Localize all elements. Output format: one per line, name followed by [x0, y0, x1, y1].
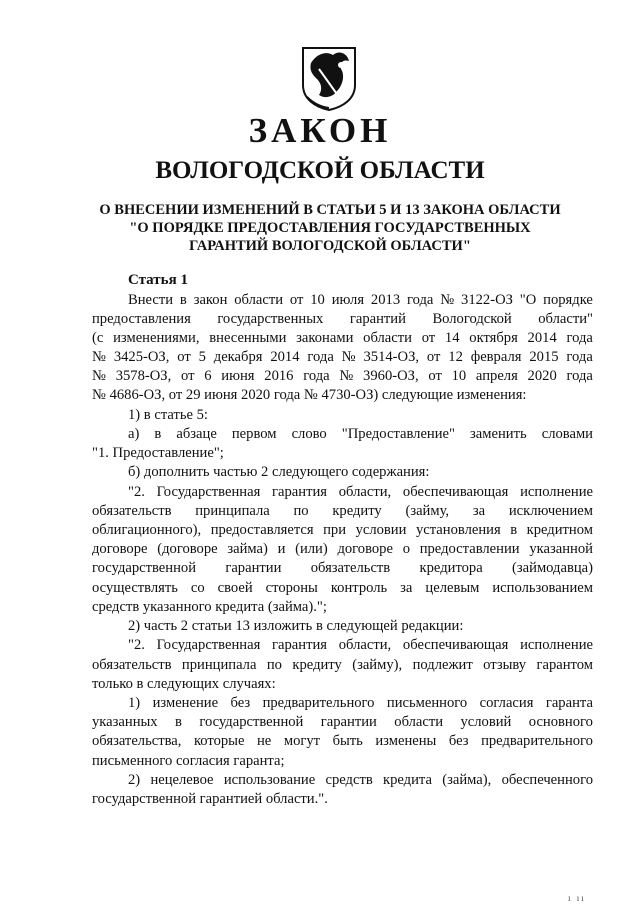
word: от	[177, 349, 191, 365]
word: использование	[223, 772, 316, 788]
word: гарантии	[225, 560, 282, 576]
word: 2014	[270, 349, 300, 365]
word: принципала	[181, 657, 257, 673]
word: "2.	[128, 637, 145, 653]
word: в	[175, 714, 182, 730]
word: без	[230, 695, 251, 711]
word: обеспеченного	[501, 772, 593, 788]
word: 2014	[527, 330, 557, 346]
coat-of-arms-icon	[299, 45, 359, 111]
text-line	[128, 425, 593, 443]
word: 3960-ОЗ,	[363, 368, 419, 384]
word: "Предоставление"	[341, 426, 455, 442]
word: №	[341, 349, 356, 365]
word: 2013	[370, 292, 401, 308]
word: облигационного),	[92, 522, 202, 538]
text-line: письменного согласия гаранта;	[92, 753, 285, 769]
word: за	[472, 503, 486, 519]
word: слово	[291, 426, 327, 442]
word: первом	[231, 426, 277, 442]
word: обязательств	[92, 503, 172, 519]
word: условии	[355, 522, 407, 538]
word: не	[257, 733, 272, 749]
word: 12	[448, 349, 463, 365]
word: обеспечивающая	[402, 637, 509, 653]
word: области	[234, 292, 284, 308]
footer-marks: ı ıı	[568, 893, 586, 903]
text-line	[92, 559, 593, 577]
word: от	[289, 292, 304, 308]
word: области,	[338, 484, 392, 500]
text-line: государственной гарантией области.".	[92, 791, 328, 807]
word: а)	[128, 426, 140, 442]
word: 1)	[128, 695, 141, 711]
word: в	[179, 292, 187, 308]
word: 5	[198, 349, 206, 365]
law-title: ЗАКОН	[248, 111, 392, 150]
word: года	[406, 292, 434, 308]
word: которые	[193, 733, 245, 749]
word: от	[426, 349, 441, 365]
word: Внести	[128, 292, 174, 308]
word: области	[394, 714, 444, 730]
word: государственной	[92, 560, 197, 576]
text-line	[128, 636, 593, 654]
text-line: средств указанного кредита (займа).";	[92, 599, 327, 615]
word: в	[154, 426, 162, 442]
word: использованием	[492, 580, 593, 596]
word: (займу),	[352, 657, 403, 673]
word: принципала	[195, 503, 270, 519]
subject-line: О ВНЕСЕНИИ ИЗМЕНЕНИЙ В СТАТЬИ 5 И 13 ЗАКОНА ОБЛАСТИ	[99, 202, 561, 218]
subject-line: "О ПОРЯДКЕ ПРЕДОСТАВЛЕНИЯ ГОСУДАРСТВЕННЫХ	[129, 220, 531, 236]
word: по	[293, 503, 309, 519]
word: закон	[193, 292, 228, 308]
word: изменение	[152, 695, 219, 711]
word: 3578-ОЗ,	[115, 368, 172, 384]
word: гаранта	[545, 695, 593, 711]
text-line	[92, 348, 593, 366]
word: в	[510, 522, 518, 538]
word: могут	[283, 733, 321, 749]
word: отзыву	[483, 657, 527, 673]
word: абзаце	[176, 426, 217, 442]
word: от	[428, 368, 442, 384]
word: от	[180, 368, 195, 384]
word: своей	[217, 580, 253, 596]
word: 10	[451, 368, 467, 384]
word: установления	[415, 522, 501, 538]
text-line	[92, 579, 593, 597]
word: предоставляется	[210, 522, 314, 538]
word: целевым	[425, 580, 480, 596]
text-line: только в следующих случаях:	[92, 676, 276, 692]
text-line: № 4686-ОЗ, от 29 июня 2020 года № 4730-ОЗ) следующие изменения:	[92, 387, 527, 403]
word: внесенными	[209, 330, 287, 346]
article-heading: Статья 1	[128, 272, 188, 288]
word: года	[303, 368, 330, 384]
word: от	[421, 330, 436, 346]
law-subject	[95, 201, 565, 255]
word: изменены	[375, 733, 437, 749]
word: о	[402, 541, 410, 557]
text-line: 2) часть 2 статьи 13 изложить в следующей редакции:	[128, 618, 464, 634]
word: гарантом	[536, 657, 593, 673]
text-line	[92, 502, 593, 520]
word: №	[92, 368, 106, 384]
word: "2.	[128, 484, 145, 500]
word: словами	[541, 426, 593, 442]
word: исполнение	[520, 484, 593, 500]
word: Государственная	[156, 484, 261, 500]
word: исполнение	[520, 637, 593, 653]
word: обязательств	[310, 560, 391, 576]
word: Вологодской	[432, 311, 512, 327]
text-line: 1) в статье 5:	[128, 407, 208, 423]
word: средств	[325, 772, 373, 788]
text-line	[92, 656, 593, 674]
word: предварительного	[262, 695, 375, 711]
word: 3514-ОЗ,	[363, 349, 420, 365]
word: (займа),	[442, 772, 492, 788]
word: гарантии	[320, 714, 377, 730]
word: по	[266, 657, 282, 673]
word: законами	[296, 330, 354, 346]
word: кредитном	[526, 522, 593, 538]
word: контроль	[330, 580, 388, 596]
text-line: "1. Предоставление";	[92, 445, 224, 461]
text-line	[128, 694, 593, 712]
subject-line: ГАРАНТИЙ ВОЛОГОДСКОЙ ОБЛАСТИ"	[189, 238, 471, 254]
word: стороны	[265, 580, 318, 596]
word: обеспечивающая	[402, 484, 509, 500]
word: "О	[519, 292, 537, 308]
word: основного	[528, 714, 593, 730]
word: гарантий	[349, 311, 406, 327]
word: 3122-ОЗ	[461, 292, 513, 308]
word: при	[323, 522, 347, 538]
word: 14	[444, 330, 460, 346]
region-title: ВОЛОГОДСКОЙ ОБЛАСТИ	[155, 157, 485, 184]
word: обязательства,	[92, 733, 182, 749]
word: (или)	[295, 541, 328, 557]
word: указанной	[529, 541, 593, 557]
word: государственной	[199, 714, 304, 730]
word: 2020	[527, 368, 557, 384]
word: декабря	[213, 349, 263, 365]
word: (займу,	[405, 503, 450, 519]
word: года	[566, 368, 593, 384]
word: предоставления	[92, 311, 191, 327]
word: кредиту	[332, 503, 382, 519]
word: области"	[538, 311, 593, 327]
word: кредитора	[419, 560, 483, 576]
word: области	[363, 330, 412, 346]
word: года	[566, 349, 593, 365]
word: договоре	[92, 541, 148, 557]
word: года	[566, 330, 593, 346]
word: гарантия	[272, 484, 327, 500]
word: 2016	[264, 368, 294, 384]
word: 2015	[529, 349, 559, 365]
text-line	[92, 540, 593, 558]
word: осуществлять	[92, 580, 178, 596]
word: договоре	[337, 541, 393, 557]
text-line: б) дополнить частью 2 следующего содержания:	[128, 464, 430, 480]
word: №	[92, 349, 106, 365]
text-line	[128, 483, 593, 501]
word: апреля	[475, 368, 518, 384]
text-line	[128, 771, 593, 789]
word: предоставлении	[419, 541, 520, 557]
word: (договоре	[157, 541, 218, 557]
word: (займодавца)	[512, 560, 593, 576]
text-line	[92, 713, 593, 731]
word: условий	[460, 714, 512, 730]
word: за	[400, 580, 413, 596]
word: со	[190, 580, 205, 596]
word: изменениями,	[113, 330, 200, 346]
text-line	[92, 367, 593, 385]
word: быть	[332, 733, 363, 749]
word: предварительного	[481, 733, 593, 749]
text-line	[92, 732, 593, 750]
text-line	[128, 291, 593, 309]
word: исключением	[508, 503, 593, 519]
word: области,	[338, 637, 392, 653]
word: года	[307, 349, 334, 365]
word: октября	[469, 330, 518, 346]
word: июня	[221, 368, 255, 384]
word: №	[440, 292, 455, 308]
word: №	[339, 368, 354, 384]
word: июля	[331, 292, 365, 308]
text-line	[92, 329, 593, 347]
word: Государственная	[156, 637, 261, 653]
word: заменить	[470, 426, 527, 442]
word: согласия	[479, 695, 534, 711]
word: государственных	[217, 311, 324, 327]
word: февраля	[470, 349, 522, 365]
word: (с	[92, 330, 104, 346]
word: и	[277, 541, 286, 557]
word: нецелевое	[150, 772, 214, 788]
word: 3425-ОЗ,	[113, 349, 170, 365]
word: гарантия	[272, 637, 327, 653]
word: подлежит	[412, 657, 473, 673]
text-line	[92, 310, 593, 328]
word: порядке	[543, 292, 593, 308]
word: указанных	[92, 714, 158, 730]
text-line	[92, 521, 593, 539]
word: займа)	[227, 541, 268, 557]
word: кредиту	[292, 657, 342, 673]
word: письменного	[386, 695, 468, 711]
word: 2)	[128, 772, 141, 788]
word: обязательств	[92, 657, 172, 673]
word: кредита	[383, 772, 432, 788]
word: 10	[310, 292, 325, 308]
word: 6	[204, 368, 212, 384]
word: без	[448, 733, 469, 749]
